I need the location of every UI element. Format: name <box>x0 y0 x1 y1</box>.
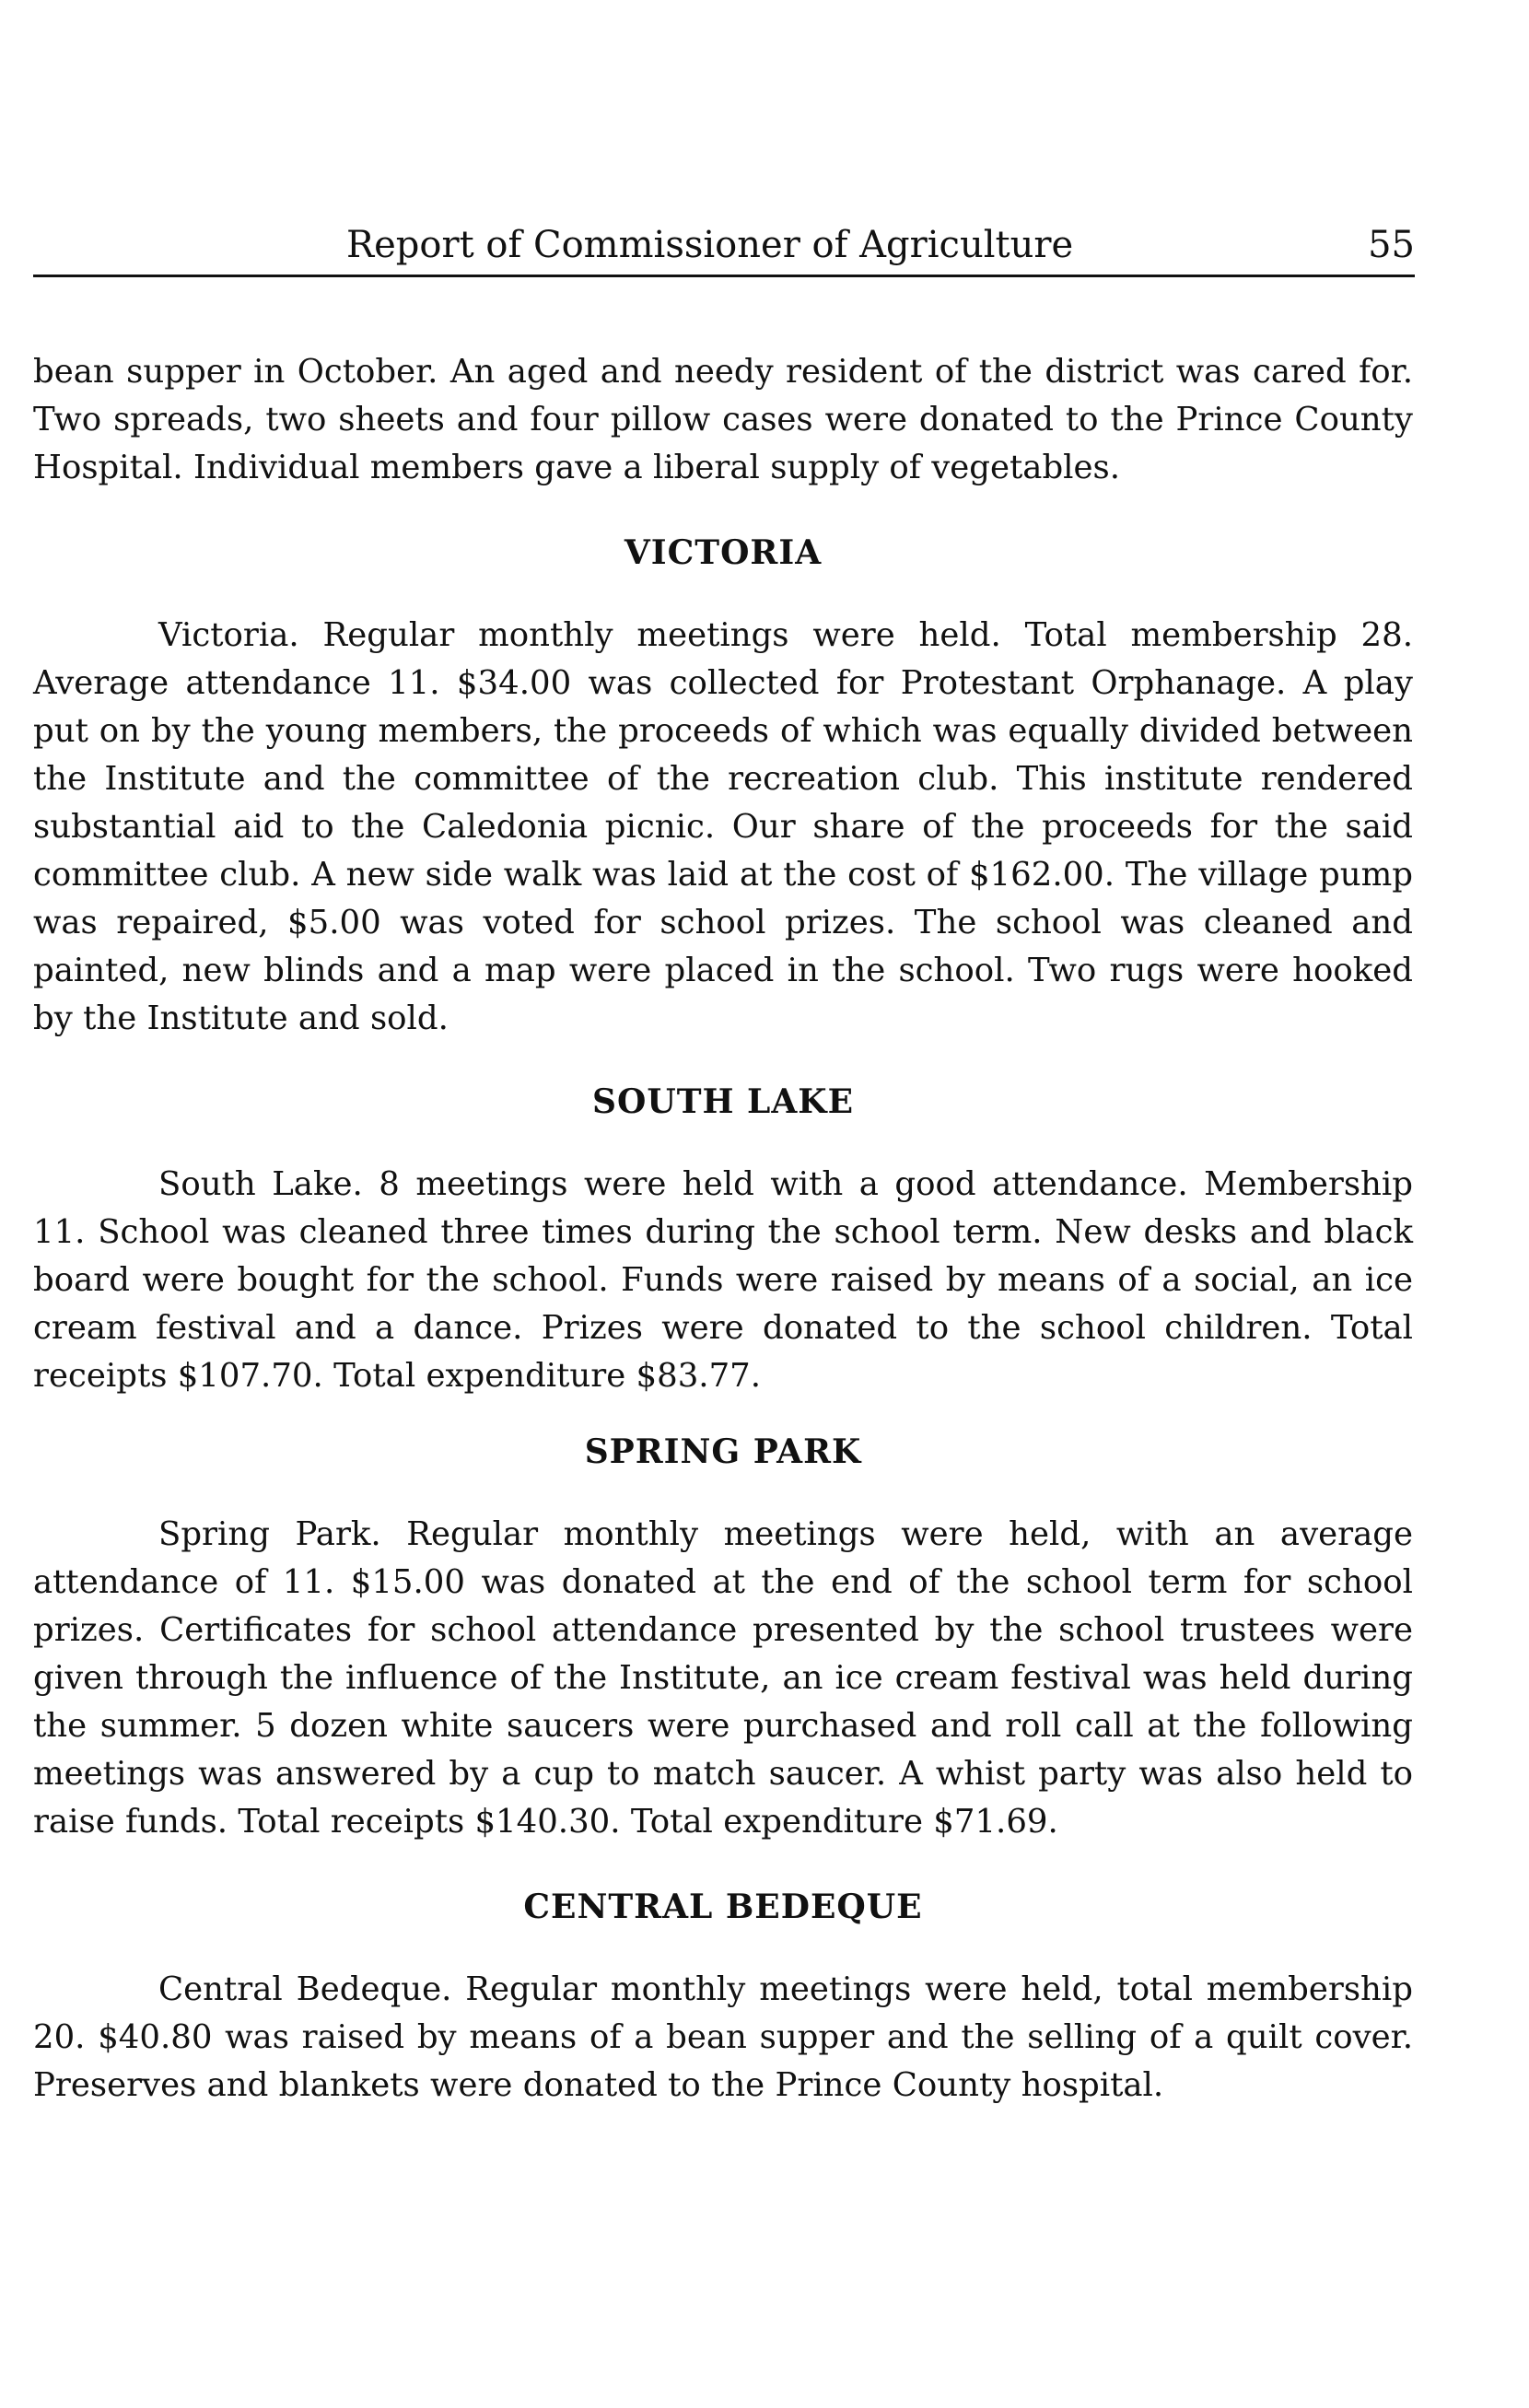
body-text <box>33 348 1413 2110</box>
running-header <box>33 221 1415 276</box>
running-title: Report of Commissioner of Agriculture <box>346 224 1074 266</box>
section-paragraph-south-lake: South Lake. 8 meetings were held with a good attendance. Membership 11. School was cleaned three times during the school term. New desks and black board were bought for the school. Funds were raised by means of a social, an ice cream festival and a dance. Prizes were donated to the school children. Total receipts $107.70. Total expenditure $83.77. <box>33 1165 1413 1395</box>
section-heading-central-bedeque: CENTRAL BEDEQUE <box>523 1888 923 1926</box>
page-number: 55 <box>1368 224 1415 266</box>
section-heading-victoria: VICTORIA <box>624 533 823 572</box>
header-rule <box>33 275 1415 277</box>
section-heading-spring-park: SPRING PARK <box>584 1432 862 1471</box>
section-paragraph-spring-park: Spring Park. Regular monthly meetings were held, with an average attendance of 11. $15.00 was donated at the end of the school term for school prizes. Certificates for school attendance presented by the school trustees were given through the influence of the Institute, an ice cream festival was held during the summer. 5 dozen white saucers were purchased and roll call at the following meetings was answered by a cup to match saucer. A whist party was also held to raise funds. Total receipts $140.30. Total expenditure $71.69. <box>33 1515 1413 1841</box>
section-paragraph-victoria: Victoria. Regular monthly meetings were held. Total membership 28. Average attendance 11. $34.00 was collected for Protestant Orphanage. A play put on by the young members, the proceeds of which was equally divided between the Institute and the committee of the recreation club. This institute rendered substantial aid to the Caledonia picnic. Our share of the proceeds for the said committee club. A new side walk was laid at the cost of $162.00. The village pump was repaired, $5.00 was voted for school prizes. The school was cleaned and painted, new blinds and a map were placed in the school. Two rugs were hooked by the Institute and sold. <box>33 616 1413 1037</box>
intro-paragraph: bean supper in October. An aged and needy resident of the district was cared for. Two spreads, two sheets and four pillow cases were donated to the Prince County Hospital. Individual members gave a liberal supply of vegetables. <box>33 353 1413 486</box>
section-paragraph-central-bedeque: Central Bedeque. Regular monthly meetings were held, total membership 20. $40.80 was raised by means of a bean supper and the selling of a quilt cover. Preserves and blankets were donated to the Prince County hospital. <box>33 1970 1413 2104</box>
section-heading-south-lake: SOUTH LAKE <box>591 1082 855 1121</box>
